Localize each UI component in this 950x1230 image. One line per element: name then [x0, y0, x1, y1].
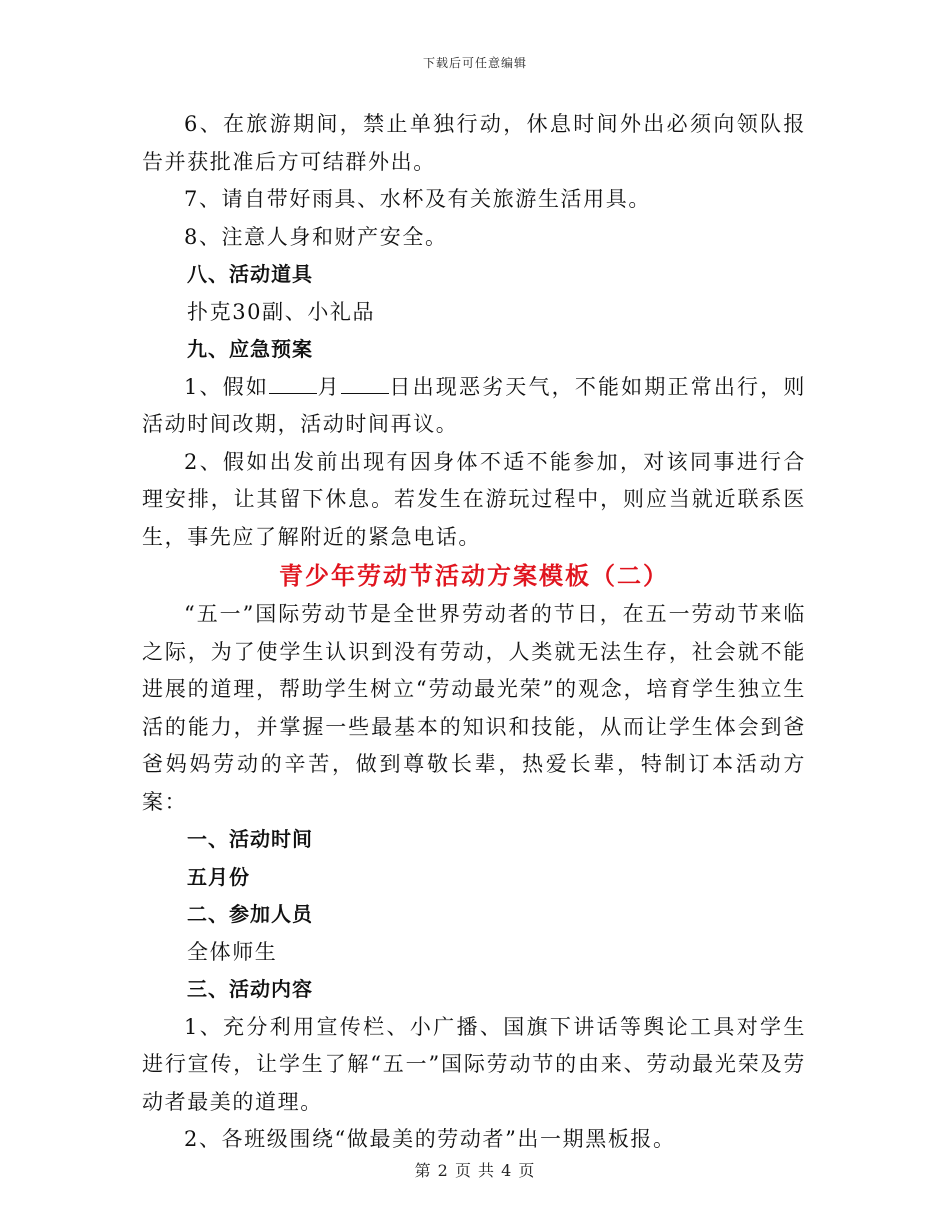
content-2: 2、各班级围绕“做最美的劳动者”出一期黑板报。 [184, 1127, 676, 1151]
day-blank [341, 375, 389, 394]
month-blank [269, 375, 317, 394]
document-body [142, 106, 806, 1159]
section-title: 青少年劳动节活动方案模板（二） [279, 562, 669, 590]
page-footer: 第 2 页 共 4 页 [414, 1161, 536, 1180]
heading-people: 二、参加人员 [187, 902, 313, 926]
content-1: 1、充分利用宣传栏、小广播、国旗下讲话等舆论工具对学生进行宣传，让学生了解“五一”国际劳动节的由来、劳动最光荣及劳动者最美的道理。 [142, 1014, 806, 1114]
emergency-1-part-c: 日出现恶劣天气，不能如期正常出行，则活动时间改期，活动时间再议。 [142, 374, 807, 436]
emergency-2: 2、假如出发前出现有因身体不适不能参加，对该同事进行合理安排，让其留下休息。若发生在游玩过程中，则应当就近联系医生，事先应了解附近的紧急电话。 [142, 449, 806, 549]
heading-content: 三、活动内容 [187, 977, 313, 1001]
emergency-1 [142, 369, 806, 444]
rule-8: 8、注意人身和财产安全。 [184, 224, 448, 249]
heading-props: 八、活动道具 [187, 262, 313, 286]
emergency-1-part-b: 月 [317, 374, 341, 399]
heading-emergency: 九、应急预案 [187, 337, 313, 361]
intro-paragraph: “五一”国际劳动节是全世界劳动者的节日，在五一劳动节来临之际，为了使学生认识到没有劳动，人类就无法生存，社会就不能进展的道理，帮助学生树立“劳动最光荣”的观念，培育学生独立生活的能力，并掌握一些最基本的知识和技能，从而让学生体会到爸爸妈妈劳动的辛苦，做到尊敬长辈，热爱长辈，特制订本活动方案： [142, 602, 806, 814]
time-text: 五月份 [187, 864, 250, 889]
emergency-1-part-a: 1、假如 [184, 374, 270, 399]
page-header-note: 下载后可任意编辑 [422, 56, 527, 70]
rule-6: 6、在旅游期间，禁止单独行动，休息时间外出必须向领队报告并获批准后方可结群外出。 [142, 112, 806, 174]
props-text: 扑克30副、小礼品 [187, 299, 376, 324]
rule-7: 7、请自带好雨具、水杯及有关旅游生活用具。 [184, 187, 651, 211]
heading-time: 一、活动时间 [187, 827, 313, 851]
people-text: 全体师生 [187, 939, 278, 964]
